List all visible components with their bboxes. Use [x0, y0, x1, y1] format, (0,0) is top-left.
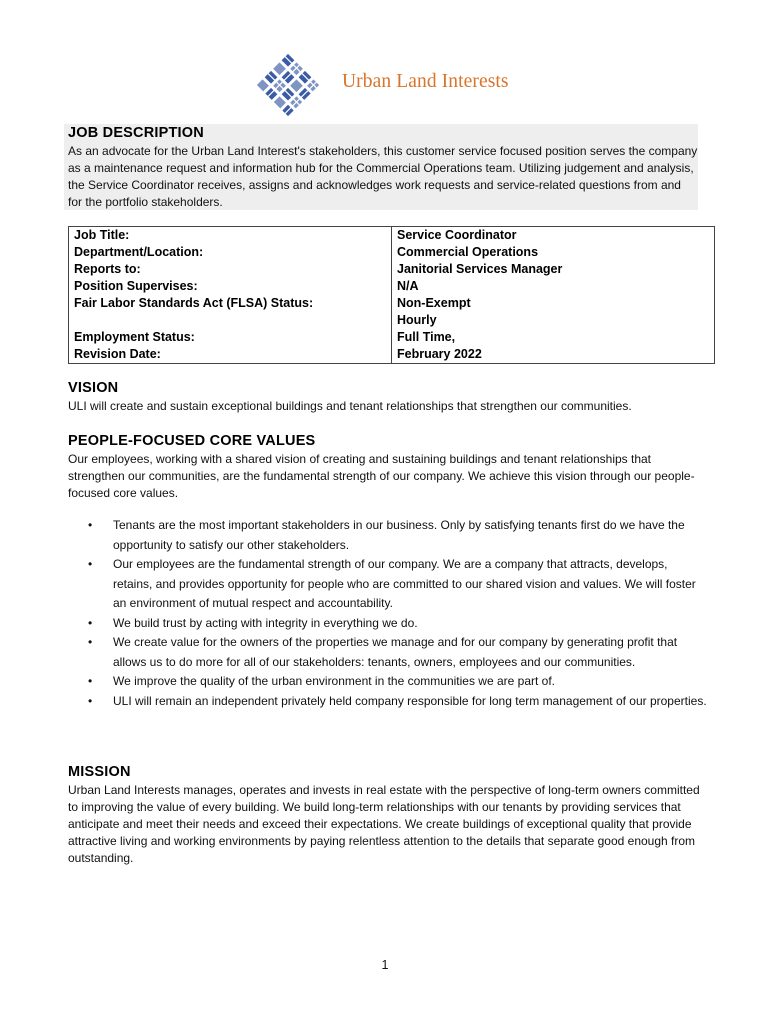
bullet-icon: •	[88, 635, 93, 649]
department-value: Commercial Operations	[397, 245, 539, 259]
flsa-status-value: Non-Exempt	[397, 296, 471, 310]
job-description-heading: JOB DESCRIPTION	[68, 125, 204, 141]
list-item	[68, 692, 708, 712]
reports-to-value: Janitorial Services Manager	[397, 262, 563, 276]
flsa-status-label: Fair Labor Standards Act (FLSA) Status:	[74, 296, 314, 310]
list-item-text: We create value for the owners of the properties we manage and for our company by generating profit that allows us to do more for all of our stakeholders: tenants, owners, employees and our communities.	[113, 635, 678, 669]
list-item-text: We improve the quality of the urban environment in the communities we are part of.	[113, 674, 556, 688]
bullet-icon: •	[88, 518, 93, 532]
list-item	[68, 672, 708, 692]
core-values-heading: PEOPLE-FOCUSED CORE VALUES	[68, 433, 316, 449]
core-values-list	[68, 516, 708, 711]
list-item-text: ULI will remain an independent privately held company responsible for long term management of our properties.	[113, 693, 707, 708]
list-item-text: Tenants are the most important stakeholders in our business. Only by satisfying tenants first do we have the opportunity to satisfy our other stakeholders.	[113, 518, 685, 552]
table-row	[69, 227, 715, 364]
list-item	[68, 614, 708, 634]
vision-text: ULI will create and sustain exceptional buildings and tenant relationships that strengthen our communities.	[68, 399, 632, 413]
bullet-icon: •	[88, 674, 93, 688]
bullet-icon: •	[88, 693, 93, 708]
core-values-intro: Our employees, working with a shared vision of creating and sustaining buildings and tenant relationships that strengthen our communities, are the fundamental strength of our company. We achieve this vision through our people-focused core values.	[68, 452, 695, 500]
reports-to-label: Reports to:	[74, 262, 141, 276]
company-logo	[252, 50, 522, 120]
job-info-labels	[69, 227, 392, 364]
company-name: Urban Land Interests	[342, 71, 509, 92]
list-item-text: Our employees are the fundamental strength of our company. We are a company that attracts, develops, retains, and provides opportunity for people who are committed to our shared vision and values. We will foster an environment of mutual respect and accountability.	[113, 557, 696, 610]
bullet-icon: •	[88, 557, 93, 571]
page-number: 1	[381, 958, 389, 972]
mission-text: Urban Land Interests manages, operates and invests in real estate with the perspective of long-term owners committed to improving the value of every building. We build long-term relationships with our tenants by providing services that anticipate and meet their needs and exceed their expectations. We create buildings of exceptional quality that provide attractive living and working environments by paying relentless attention to the details that separate good enough from outstanding.	[68, 783, 700, 865]
employment-status-label: Employment Status:	[74, 330, 195, 344]
list-item-text: We build trust by acting with integrity in everything we do.	[113, 615, 418, 630]
job-title-label: Job Title:	[74, 228, 130, 242]
bullet-icon: •	[88, 615, 93, 630]
job-info-table	[68, 226, 715, 364]
job-description-text: As an advocate for the Urban Land Interest's stakeholders, this customer service focused position serves the company as a maintenance request and information hub for the Commercial Operations team. Utilizing judgement and analysis, the Service Coordinator receives, assigns and acknowledges work requests and service-related questions from and for the portfolio stakeholders.	[68, 144, 698, 209]
flsa-pay-type-value: Hourly	[397, 313, 437, 327]
list-item	[68, 516, 708, 555]
list-item	[68, 633, 708, 672]
list-item	[68, 555, 708, 614]
revision-date-value: February 2022	[397, 347, 482, 361]
job-info-values	[392, 227, 715, 364]
position-supervises-label: Position Supervises:	[74, 279, 198, 293]
department-label: Department/Location:	[74, 245, 204, 259]
job-title-value: Service Coordinator	[397, 228, 517, 242]
uli-logo-icon	[252, 50, 324, 120]
mission-heading: MISSION	[68, 764, 131, 780]
employment-status-value: Full Time,	[397, 330, 456, 344]
table-spacer	[74, 312, 386, 329]
revision-date-label: Revision Date:	[74, 347, 161, 361]
position-supervises-value: N/A	[397, 279, 419, 293]
vision-heading: VISION	[68, 380, 119, 396]
